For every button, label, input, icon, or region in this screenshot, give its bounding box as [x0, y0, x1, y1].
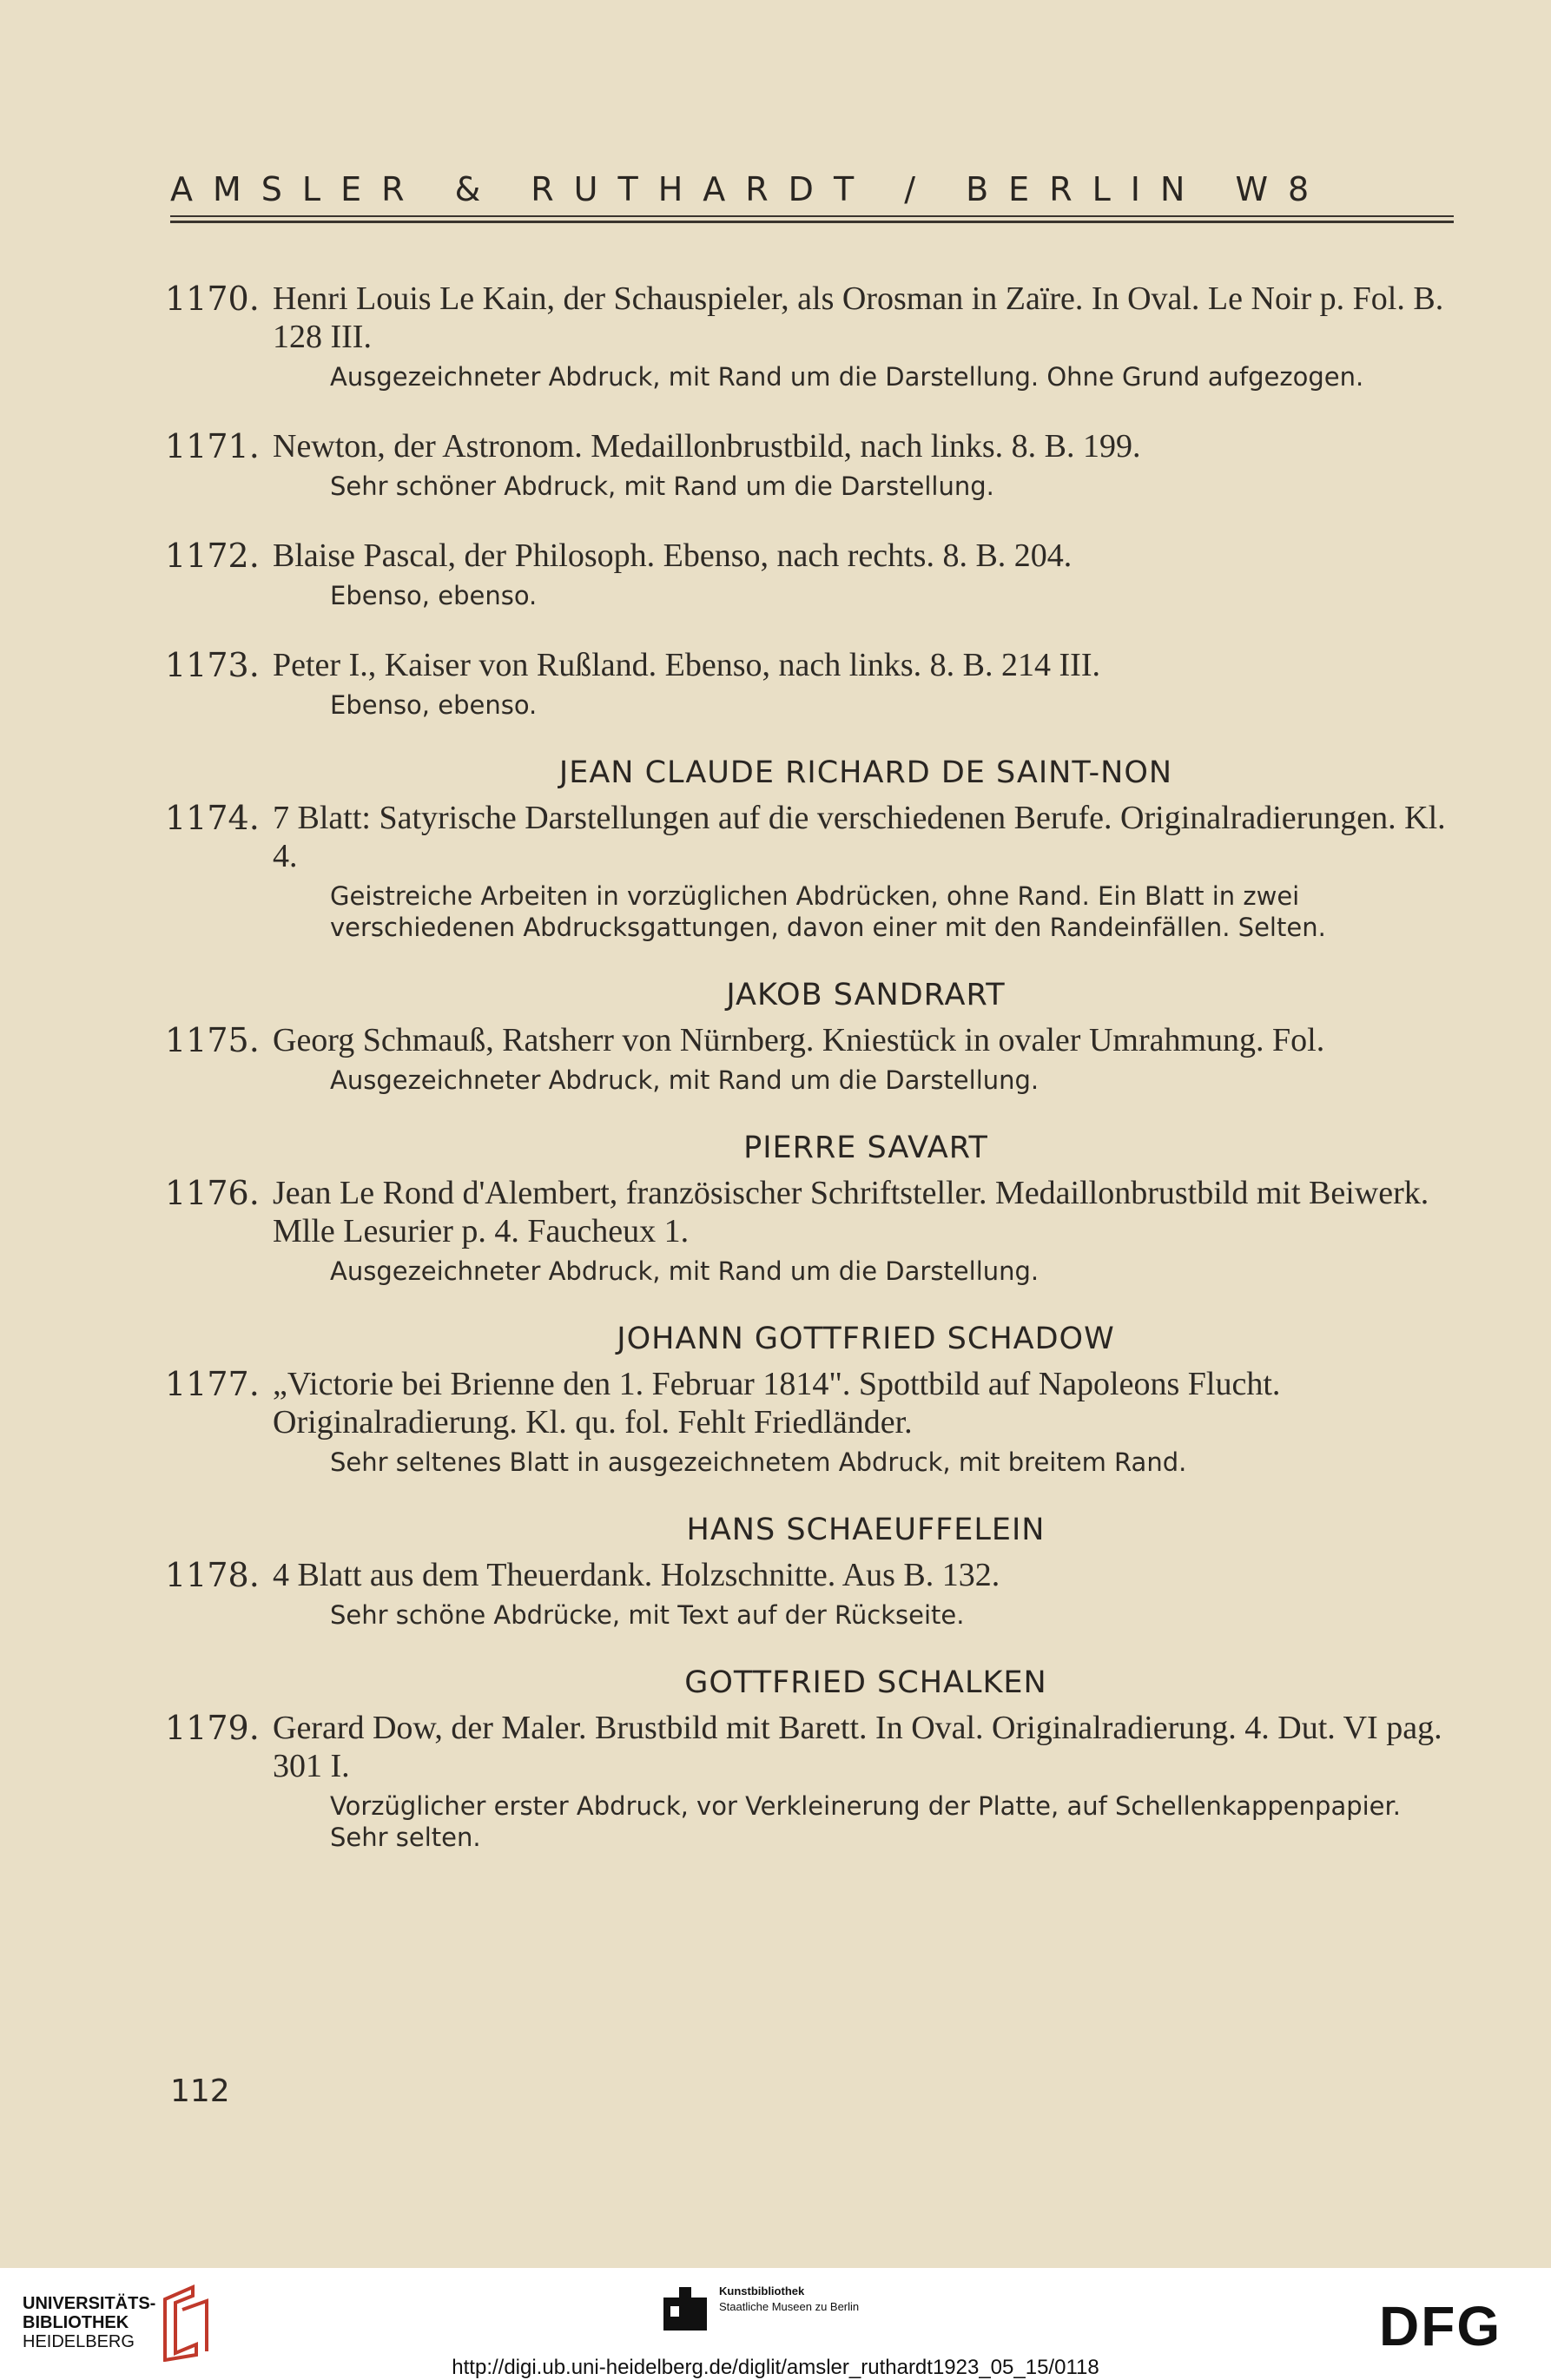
entry-note: Sehr seltenes Blatt in ausgezeichnetem Abdruck, mit breitem Rand. — [330, 1447, 1187, 1477]
ub-heidelberg-logo-text: UNIVERSITÄTS- BIBLIOTHEK HEIDELBERG — [23, 2294, 156, 2351]
ub-heidelberg-icon — [158, 2284, 214, 2362]
catalog-entry-1176 — [165, 1174, 1459, 1287]
entry-number: 1176. — [165, 1174, 260, 1212]
page-number: 112 — [170, 2073, 230, 2109]
artist-heading: JAKOB SANDRART — [726, 978, 1006, 1012]
catalog-entry-1178 — [165, 1556, 1459, 1631]
catalog-entry-1177 — [165, 1365, 1459, 1478]
kunstbibliothek-icon — [662, 2285, 709, 2332]
entry-title: Henri Louis Le Kain, der Schauspieler, als Orosman in Zaïre. In Oval. Le Noir p. Fol. B. 128 III. — [273, 280, 1444, 355]
entry-note: Ebenso, ebenso. — [330, 581, 538, 610]
entry-number: 1179. — [165, 1709, 260, 1747]
artist-heading: JOHANN GOTTFRIED SCHADOW — [617, 1322, 1115, 1356]
entry-note: Sehr schöne Abdrücke, mit Text auf der Rückseite. — [330, 1600, 965, 1630]
entry-number: 1170. — [165, 280, 260, 318]
digitization-footer — [0, 2268, 1551, 2380]
entry-note: Ausgezeichneter Abdruck, mit Rand um die Darstellung. Ohne Grund aufgezogen. — [330, 362, 1364, 392]
source-url[interactable]: http://digi.ub.uni-heidelberg.de/diglit/amsler_ruthardt1923_05_15/0118 — [452, 2356, 1099, 2379]
entry-number: 1172. — [165, 537, 260, 575]
entry-title: Gerard Dow, der Maler. Brustbild mit Barett. In Oval. Originalradierung. 4. Dut. VI pag. 301 I. — [273, 1710, 1442, 1784]
entry-number: 1174. — [165, 799, 260, 837]
entry-note: Sehr schöner Abdruck, mit Rand um die Darstellung. — [330, 471, 994, 501]
entry-title: Georg Schmauß, Ratsherr von Nürnberg. Kniestück in ovaler Umrahmung. Fol. — [273, 1022, 1325, 1058]
entry-title: Blaise Pascal, der Philosoph. Ebenso, nach rechts. 8. B. 204. — [273, 537, 1072, 574]
entry-title: Newton, der Astronom. Medaillonbrustbild, nach links. 8. B. 199. — [273, 428, 1141, 465]
entry-number: 1178. — [165, 1556, 260, 1594]
entry-number: 1173. — [165, 646, 260, 684]
entry-title: 7 Blatt: Satyrische Darstellungen auf die verschiedenen Berufe. Originalradierungen. Kl. 4. — [273, 800, 1446, 874]
catalog-entry-1173 — [165, 646, 1459, 721]
entry-note: Ausgezeichneter Abdruck, mit Rand um die Darstellung. — [330, 1065, 1040, 1095]
catalog-entry-1175 — [165, 1021, 1459, 1096]
catalog-entry-1174 — [165, 799, 1459, 943]
catalog-content — [165, 280, 1459, 1888]
catalog-entry-1170 — [165, 280, 1459, 392]
entry-title: „Victorie bei Brienne den 1. Februar 1814". Spottbild auf Napoleons Flucht. Originalradierung. Kl. qu. fol. Fehlt Friedländer. — [273, 1366, 1281, 1441]
catalog-entry-1172 — [165, 537, 1459, 611]
artist-heading: GOTTFRIED SCHALKEN — [684, 1665, 1047, 1700]
entry-note: Geistreiche Arbeiten in vorzüglichen Abdrücken, ohne Rand. Ein Blatt in zwei verschiedenen Abdrucksgattungen, davon einer mit den Randeinfällen. Selten. — [330, 881, 1326, 942]
entry-note: Ebenso, ebenso. — [330, 690, 538, 720]
artist-heading: PIERRE SAVART — [743, 1131, 988, 1165]
entry-number: 1171. — [165, 427, 260, 465]
dfg-logo: DFG — [1379, 2295, 1502, 2357]
entry-note: Ausgezeichneter Abdruck, mit Rand um die Darstellung. — [330, 1256, 1040, 1286]
kunstbibliothek-text: Kunstbibliothek Staatliche Museen zu Berlin — [719, 2284, 860, 2313]
header-rule-thin — [170, 215, 1454, 217]
artist-heading: HANS SCHAEUFFELEIN — [686, 1513, 1046, 1547]
artist-heading: JEAN CLAUDE RICHARD DE SAINT-NON — [558, 755, 1173, 790]
entry-number: 1175. — [165, 1021, 260, 1059]
header-rule-thick — [170, 221, 1454, 223]
entry-title: Jean Le Rond d'Alembert, französischer Schriftsteller. Medaillonbrustbild mit Beiwerk. Mlle Lesurier p. 4. Faucheux 1. — [273, 1175, 1429, 1249]
entry-note: Vorzüglicher erster Abdruck, vor Verkleinerung der Platte, auf Schellenkappenpapier. Sehr selten. — [330, 1791, 1401, 1852]
catalog-entry-1171 — [165, 427, 1459, 502]
entry-number: 1177. — [165, 1365, 260, 1403]
catalog-entry-1179 — [165, 1709, 1459, 1853]
entry-title: 4 Blatt aus dem Theuerdank. Holzschnitte. Aus B. 132. — [273, 1557, 1000, 1593]
entry-title: Peter I., Kaiser von Rußland. Ebenso, nach links. 8. B. 214 III. — [273, 647, 1100, 683]
running-header: AMSLER & RUTHARDT / BERLIN W8 — [170, 170, 1330, 208]
